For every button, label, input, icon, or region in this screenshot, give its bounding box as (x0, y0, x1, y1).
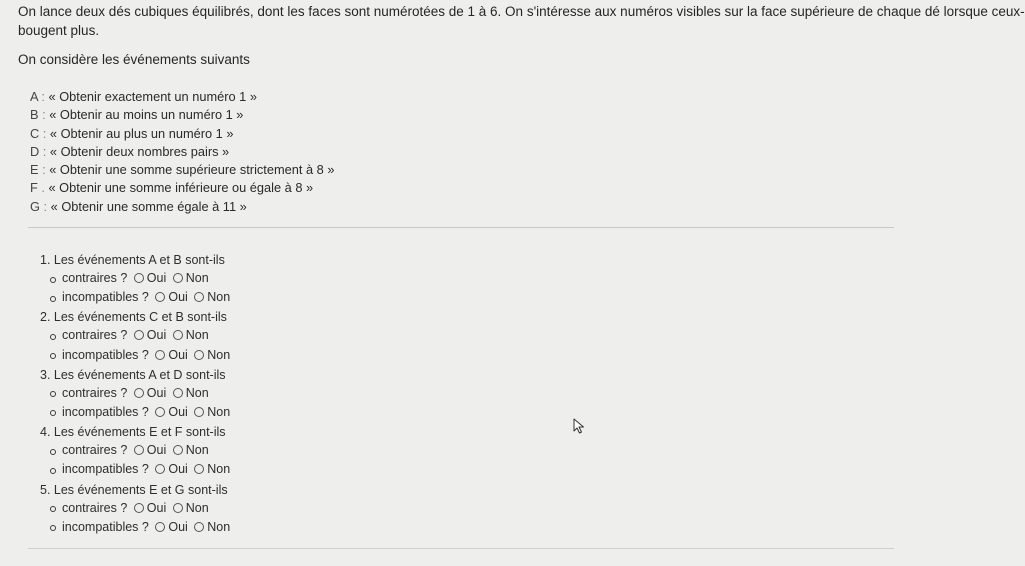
radio-non[interactable] (173, 503, 183, 513)
mouse-cursor-icon (573, 418, 585, 434)
radio-oui[interactable] (155, 407, 165, 417)
question-1 (40, 252, 230, 307)
radio-non[interactable] (173, 330, 183, 340)
bullet-icon (50, 468, 56, 474)
radio-oui[interactable] (134, 445, 144, 455)
question-title: 4. Les événements E et F sont-ils (40, 425, 226, 440)
question-3 (40, 367, 230, 422)
event-letter: D (30, 143, 40, 159)
row-label: incompatibles ? (62, 519, 149, 534)
question-2 (40, 309, 230, 364)
radio-non[interactable] (194, 350, 204, 360)
radio-non[interactable] (173, 445, 183, 455)
radio-oui-label[interactable]: Oui (168, 347, 188, 362)
radio-oui[interactable] (155, 292, 165, 302)
question-row-contraires (40, 441, 230, 460)
question-row-contraires (40, 326, 230, 345)
events-heading: On considère les événements suivants (18, 52, 250, 67)
event-text: « Obtenir au plus un numéro 1 » (49, 125, 234, 141)
event-letter: G (30, 198, 40, 214)
event-text: « Obtenir exactement un numéro 1 » (48, 89, 257, 104)
event-letter: E (30, 162, 39, 178)
bullet-icon (50, 410, 56, 416)
radio-oui-label[interactable]: Oui (146, 328, 167, 343)
row-label: incompatibles ? (62, 462, 149, 477)
question-title: 2. Les événements C et B sont-ils (40, 310, 227, 325)
problem-statement-line-1: On lance deux dés cubiques équilibrés, dont les faces sont numérotées de 1 à 6. On s'intéresse aux numéros visibles sur la face supérieure de chaque dé lorsque ceux- (18, 4, 1025, 19)
events-list (30, 88, 334, 216)
radio-non-label[interactable]: Non (185, 443, 209, 458)
radio-oui[interactable] (134, 388, 144, 398)
question-title: 3. Les événements A et D sont-ils (40, 367, 226, 382)
question-row-contraires (40, 499, 230, 518)
bullet-icon (50, 449, 56, 455)
event-item-b: B : « Obtenir au moins un numéro 1 » (30, 107, 244, 123)
event-item-d: D : « Obtenir deux nombres pairs » (30, 143, 230, 159)
row-label: contraires ? (62, 500, 128, 515)
event-text: « Obtenir deux nombres pairs » (49, 143, 230, 159)
radio-oui[interactable] (155, 464, 165, 474)
question-row-contraires (40, 269, 230, 288)
question-title: 5. Les événements E et G sont-ils (40, 482, 228, 497)
row-label: contraires ? (62, 328, 128, 343)
radio-oui-label[interactable]: Oui (168, 462, 188, 477)
row-label: contraires ? (62, 271, 128, 285)
radio-non[interactable] (173, 273, 183, 283)
row-label: contraires ? (62, 443, 128, 458)
radio-non[interactable] (173, 388, 183, 398)
bullet-icon (50, 277, 56, 283)
question-row-incompatibles (40, 460, 230, 479)
question-row-incompatibles (40, 288, 230, 307)
radio-non[interactable] (194, 407, 204, 417)
bullet-icon (50, 506, 56, 512)
radio-oui[interactable] (134, 330, 144, 340)
radio-oui[interactable] (134, 273, 144, 283)
event-text: « Obtenir une somme supérieure strictement à 8 » (49, 162, 335, 178)
event-letter: B (30, 107, 39, 123)
radio-oui-label[interactable]: Oui (168, 404, 188, 419)
question-title: 1. Les événements A et B sont-ils (40, 253, 225, 267)
row-label: contraires ? (62, 385, 128, 400)
row-label: incompatibles ? (62, 347, 149, 362)
problem-statement (18, 2, 1025, 40)
radio-oui[interactable] (155, 350, 165, 360)
bullet-icon (50, 353, 56, 359)
event-item-a: A : « Obtenir exactement un numéro 1 » (30, 89, 257, 104)
bullet-icon (50, 391, 56, 397)
event-letter: F (30, 180, 38, 196)
radio-non-label[interactable]: Non (207, 404, 231, 419)
radio-non-label[interactable]: Non (207, 462, 231, 477)
question-row-incompatibles (40, 346, 230, 365)
event-text: « Obtenir une somme inférieure ou égale à 8 » (48, 180, 314, 196)
radio-non[interactable] (194, 522, 204, 532)
questions-list (40, 252, 230, 539)
radio-oui[interactable] (134, 503, 144, 513)
radio-oui-label[interactable]: Oui (146, 385, 167, 400)
question-row-incompatibles (40, 518, 230, 537)
problem-statement-line-2: bougent plus. (18, 23, 100, 38)
radio-non-label[interactable]: Non (207, 290, 231, 305)
bullet-icon (50, 525, 56, 531)
question-row-incompatibles (40, 403, 230, 422)
event-text: « Obtenir une somme égale à 11 » (50, 198, 247, 214)
radio-non[interactable] (194, 292, 204, 302)
event-item-g: G : « Obtenir une somme égale à 11 » (30, 198, 247, 214)
radio-non-label[interactable]: Non (185, 500, 209, 515)
radio-non[interactable] (194, 464, 204, 474)
event-text: « Obtenir au moins un numéro 1 » (49, 107, 244, 123)
radio-oui-label[interactable]: Oui (168, 290, 188, 305)
row-label: incompatibles ? (62, 404, 149, 419)
radio-non-label[interactable]: Non (185, 271, 209, 285)
radio-oui-label[interactable]: Oui (146, 271, 167, 285)
event-item-c: C : « Obtenir au plus un numéro 1 » (30, 125, 234, 141)
radio-oui-label[interactable]: Oui (168, 519, 188, 534)
radio-oui-label[interactable]: Oui (146, 443, 167, 458)
question-row-contraires (40, 384, 230, 403)
bullet-icon (50, 296, 56, 302)
event-letter: C (30, 125, 40, 141)
event-item-e: E : « Obtenir une somme supérieure strictement à 8 » (30, 162, 335, 178)
event-letter: A (30, 89, 38, 104)
question-4 (40, 424, 230, 479)
radio-non-label[interactable]: Non (207, 519, 231, 534)
radio-non-label[interactable]: Non (185, 385, 209, 400)
radio-non-label[interactable]: Non (207, 347, 231, 362)
section-divider (28, 227, 894, 228)
radio-oui[interactable] (155, 522, 165, 532)
radio-oui-label[interactable]: Oui (146, 500, 167, 515)
question-5 (40, 482, 230, 537)
bottom-divider (28, 548, 894, 549)
radio-non-label[interactable]: Non (185, 328, 209, 343)
bullet-icon (50, 334, 56, 340)
event-item-f: F . « Obtenir une somme inférieure ou égale à 8 » (30, 180, 314, 196)
row-label: incompatibles ? (62, 290, 149, 305)
